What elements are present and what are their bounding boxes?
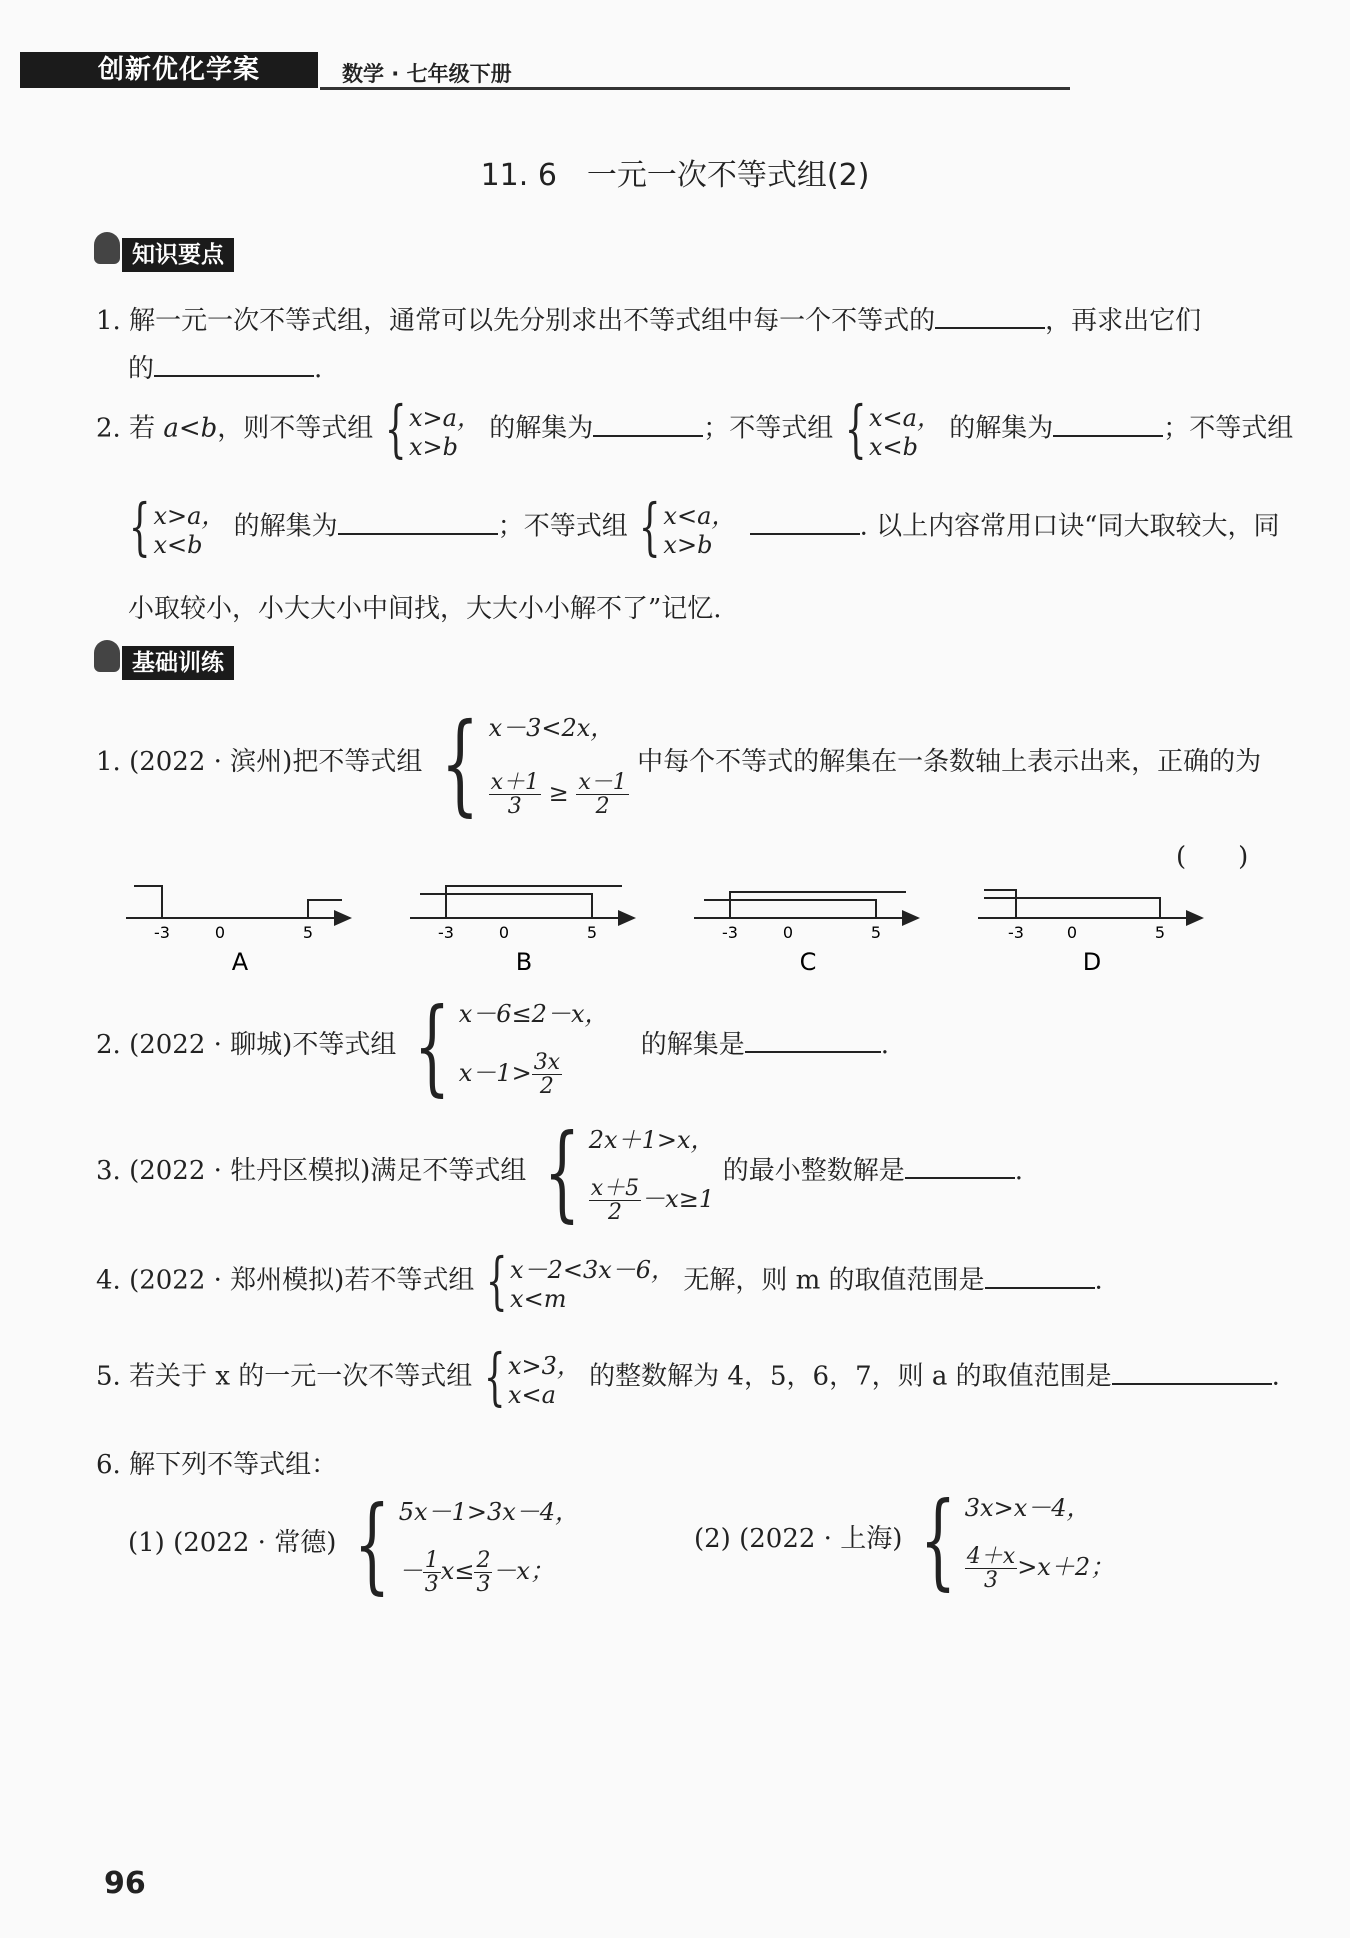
row: 2x＋1>x，	[588, 1126, 715, 1154]
knowledge-q2	[96, 392, 1294, 465]
row: x<a，	[868, 404, 941, 432]
text: ；不等式组	[1163, 413, 1294, 444]
inequality-system: { 2x＋1>x， $\frac{x+5}{2}$ －x≥1	[543, 1111, 715, 1233]
basic-q6: 6. 解下列不等式组：	[96, 1450, 338, 1480]
answer-blank[interactable]	[745, 1031, 881, 1053]
choice-letter: A	[231, 948, 249, 976]
choice-number-lines	[120, 870, 1230, 980]
text: (1) (2022 · 常德)	[128, 1528, 337, 1558]
denominator: 2	[595, 793, 610, 819]
inequality-system: { x>3， x<a	[483, 1340, 581, 1413]
text: ；不等式组	[497, 511, 628, 542]
tick-label: 0	[214, 923, 226, 942]
row: 5x－1>3x－4，	[398, 1498, 580, 1526]
text: 的解集是	[640, 1030, 745, 1060]
knowledge-q2-cont	[126, 490, 1280, 563]
numerator: x＋5	[590, 1175, 640, 1201]
row: x>b	[409, 433, 459, 461]
answer-blank[interactable]	[593, 415, 703, 437]
tick-label: -3	[722, 923, 738, 942]
inequality-system: { x－2<3x－6， x<m	[485, 1244, 676, 1317]
text: 中每个不等式的解集在一条数轴上表示出来，正确的为	[637, 747, 1262, 777]
page-title: 11. 6 一元一次不等式组(2)	[480, 158, 870, 193]
row: x<b	[153, 531, 203, 559]
knowledge-q1-cont	[128, 348, 322, 385]
inequality-system: { x>a， x<b	[128, 490, 226, 563]
numerator: 1	[424, 1547, 439, 1573]
answer-blank[interactable]	[154, 355, 314, 377]
answer-blank[interactable]	[1053, 415, 1163, 437]
choice-a[interactable]	[126, 886, 350, 976]
tick-label: 0	[1066, 923, 1078, 942]
text: 的解集为	[233, 511, 338, 542]
row: x>b	[663, 531, 713, 559]
tick-label: 5	[586, 923, 598, 942]
basic-q5	[96, 1340, 1280, 1413]
tick-label: 5	[302, 923, 314, 942]
text: x－1>	[458, 1058, 532, 1087]
section-basic: 基础训练	[122, 646, 234, 680]
text: 2. 若	[96, 413, 156, 444]
text: x≤	[440, 1556, 475, 1585]
text: 5. 若关于 x 的一元一次不等式组	[96, 1361, 473, 1392]
row: x>3，	[507, 1352, 581, 1380]
text: －x；	[492, 1556, 554, 1585]
choice-d[interactable]	[978, 890, 1202, 976]
row: x<m	[510, 1285, 567, 1313]
basic-q1	[96, 699, 1262, 827]
text: 的解集为	[949, 413, 1054, 444]
denominator: 3	[424, 1571, 439, 1597]
text: 4. (2022 · 郑州模拟)若不等式组	[96, 1265, 475, 1296]
inequality-system: { 3x>x－4， $\frac{4+x}{3}$ >x＋2；	[919, 1479, 1115, 1601]
text: ，再求出它们	[1045, 306, 1202, 336]
inequality-system: { x>a， x>b	[384, 392, 481, 465]
tick-label: 5	[1154, 923, 1166, 942]
row: x<a	[507, 1381, 556, 1409]
row: x>a，	[409, 404, 481, 432]
text: －x≥1	[641, 1184, 715, 1213]
numerator: 3x	[533, 1049, 561, 1075]
text: 3. (2022 · 牡丹区模拟)满足不等式组	[96, 1156, 527, 1186]
inequality-system: { x<a， x<b	[844, 392, 941, 465]
answer-blank[interactable]	[935, 307, 1045, 329]
denominator: 3	[476, 1571, 491, 1597]
text: (2) (2022 · 上海)	[694, 1524, 903, 1554]
numerator: x＋1	[490, 769, 539, 795]
answer-paren[interactable]: ( )	[1176, 842, 1249, 872]
numerator: 4＋x	[966, 1543, 1016, 1569]
text: 的	[128, 354, 155, 384]
text: 的解集为	[489, 413, 594, 444]
denominator: 3	[507, 793, 522, 819]
row	[489, 771, 629, 818]
row: x－3<2x，	[488, 714, 615, 742]
tick-label: 5	[870, 923, 882, 942]
row: x<b	[868, 433, 918, 461]
text: 的最小整数解是	[722, 1156, 905, 1186]
row	[965, 1545, 1114, 1592]
row: x－6≤2－x，	[458, 1000, 609, 1028]
row	[459, 1051, 609, 1098]
denominator: 3	[983, 1567, 998, 1593]
answer-blank[interactable]	[905, 1157, 1015, 1179]
math: a<b	[163, 413, 218, 444]
text: 2. (2022 · 聊城)不等式组	[96, 1030, 397, 1060]
answer-blank[interactable]	[750, 513, 860, 535]
row	[589, 1177, 715, 1224]
choice-c[interactable]	[694, 892, 918, 976]
basic-q4	[96, 1244, 1103, 1317]
inequality-system: { x－6≤2－x， x－1> $\frac{3x}{2}$	[413, 985, 609, 1107]
numerator: x－1	[578, 769, 627, 795]
inequality-system: { x－3<2x， $\frac{x+1}{3}$ ≥ $\frac{x-1}{2}$	[440, 699, 627, 827]
text: 1. 解一元一次不等式组，通常可以先分别求出不等式组中每一个不等式的	[96, 306, 936, 336]
tick-label: -3	[154, 923, 170, 942]
row: 3x>x－4，	[964, 1494, 1091, 1522]
choice-letter: C	[799, 948, 817, 976]
subject-label: 数学 · 七年级下册	[342, 62, 512, 86]
text: 的整数解为 4，5，6，7，则 a 的取值范围是	[589, 1361, 1112, 1392]
tick-label: -3	[1008, 923, 1024, 942]
basic-q2	[96, 985, 890, 1107]
knowledge-q2-mnemonic: 小取较小，小大大小中间找，大大小小解不了”记忆.	[128, 594, 722, 624]
choice-letter: D	[1082, 948, 1102, 976]
text: .	[314, 354, 323, 384]
row: x－2<3x－6，	[510, 1256, 676, 1284]
book-title-banner: 创新优化学案	[20, 52, 318, 88]
row: x<a，	[663, 502, 736, 530]
text: >x＋2；	[1017, 1552, 1115, 1581]
header-rule	[320, 87, 1070, 90]
tick-label: 0	[782, 923, 794, 942]
tick-label: 0	[498, 923, 510, 942]
row: x>a，	[153, 502, 226, 530]
page-number: 96	[104, 1866, 146, 1901]
lightbulb-icon	[94, 232, 120, 264]
numerator: 2	[476, 1547, 491, 1573]
basic-q3	[96, 1111, 1024, 1233]
text: 1. (2022 · 滨州)把不等式组	[96, 747, 423, 777]
row	[399, 1549, 579, 1596]
text: .	[880, 1030, 890, 1060]
text: ，则不等式组	[217, 413, 374, 444]
text: .	[1094, 1265, 1103, 1296]
text: －	[398, 1556, 423, 1585]
answer-blank[interactable]	[1112, 1363, 1272, 1385]
tick-label: -3	[438, 923, 454, 942]
text: . 以上内容常用口诀“同大取较大，同	[859, 511, 1280, 542]
text: .	[1014, 1156, 1024, 1186]
basic-q6-1	[128, 1483, 580, 1605]
denominator: 2	[539, 1073, 554, 1099]
text: 无解，则 m 的取值范围是	[683, 1265, 985, 1296]
text: .	[1271, 1361, 1280, 1392]
denominator: 2	[607, 1199, 622, 1225]
choice-b[interactable]	[410, 886, 634, 976]
text: ；不等式组	[703, 413, 834, 444]
inequality-system: { 5x－1>3x－4， － $\frac{1}{3}$ x≤ $\frac{2}{3}$ －x；	[353, 1483, 580, 1605]
answer-blank[interactable]	[338, 513, 498, 535]
lightbulb-icon	[94, 640, 120, 672]
section-knowledge: 知识要点	[122, 238, 234, 272]
basic-q6-2	[694, 1479, 1115, 1601]
choice-letter: B	[515, 948, 533, 976]
relation: ≥	[548, 778, 569, 807]
inequality-system: { x<a， x>b	[638, 490, 736, 563]
knowledge-q1	[96, 300, 1201, 337]
answer-blank[interactable]	[985, 1267, 1095, 1289]
